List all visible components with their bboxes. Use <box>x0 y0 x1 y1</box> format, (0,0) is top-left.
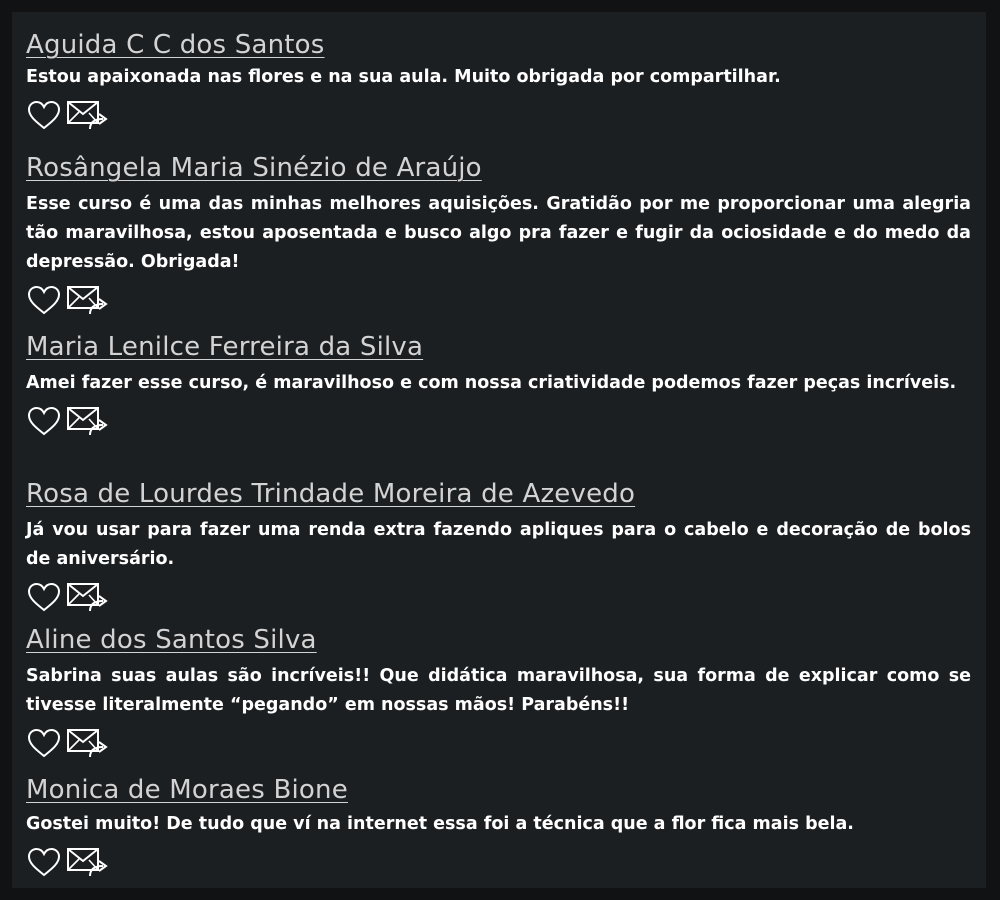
comment-author-link[interactable]: Maria Lenilce Ferreira da Silva <box>26 332 424 362</box>
mail-share-icon[interactable] <box>66 726 110 760</box>
comment-actions <box>26 843 971 881</box>
comment-author-link[interactable]: Rosângela Maria Sinézio de Araújo <box>26 153 482 183</box>
mail-share-icon[interactable] <box>66 845 110 879</box>
comment-item <box>26 478 971 616</box>
mail-share-icon[interactable] <box>66 98 110 132</box>
mail-share-icon[interactable] <box>66 580 110 614</box>
comment-actions <box>26 281 971 319</box>
comment-actions <box>26 96 971 134</box>
heart-icon[interactable] <box>26 405 62 437</box>
comment-text: Sabrina suas aulas são incríveis!! Que didática maravilhosa, sua forma de explicar como se tivesse literalmente “pegando” em nossas mãos! Parabéns!! <box>26 666 971 715</box>
heart-icon[interactable] <box>26 727 62 759</box>
comment-item <box>26 152 971 319</box>
mail-share-icon[interactable] <box>66 404 110 438</box>
comment-author-link[interactable]: Rosa de Lourdes Trindade Moreira de Azevedo <box>26 479 636 509</box>
comment-author-link[interactable]: Aline dos Santos Silva <box>26 625 317 655</box>
comment-author-link[interactable]: Monica de Moraes Bione <box>26 775 348 805</box>
comment-item <box>26 29 971 134</box>
comment-text: Gostei muito! De tudo que ví na internet essa foi a técnica que a flor fica mais bela. <box>26 814 854 834</box>
comment-actions <box>26 402 971 440</box>
comment-actions <box>26 724 971 762</box>
heart-icon[interactable] <box>26 99 62 131</box>
comment-item <box>26 774 971 881</box>
comment-text: Estou apaixonada nas flores e na sua aula. Muito obrigada por compartilhar. <box>26 67 781 87</box>
heart-icon[interactable] <box>26 581 62 613</box>
comment-actions <box>26 578 971 616</box>
comment-item <box>26 331 971 440</box>
heart-icon[interactable] <box>26 284 62 316</box>
mail-share-icon[interactable] <box>66 283 110 317</box>
comment-text: Esse curso é uma das minhas melhores aquisições. Gratidão por me proporcionar uma alegria tão maravilhosa, estou aposentada e busco algo pra fazer e fugir da ociosidade e do medo da depressão. Obrigada! <box>26 194 971 272</box>
heart-icon[interactable] <box>26 846 62 878</box>
comment-text: Já vou usar para fazer uma renda extra fazendo apliques para o cabelo e decoração de bolos de aniversário. <box>26 520 971 569</box>
comment-text: Amei fazer esse curso, é maravilhoso e com nossa criatividade podemos fazer peças incríveis. <box>26 373 957 393</box>
comment-item <box>26 624 971 762</box>
comment-author-link[interactable]: Aguida C C dos Santos <box>26 30 325 60</box>
